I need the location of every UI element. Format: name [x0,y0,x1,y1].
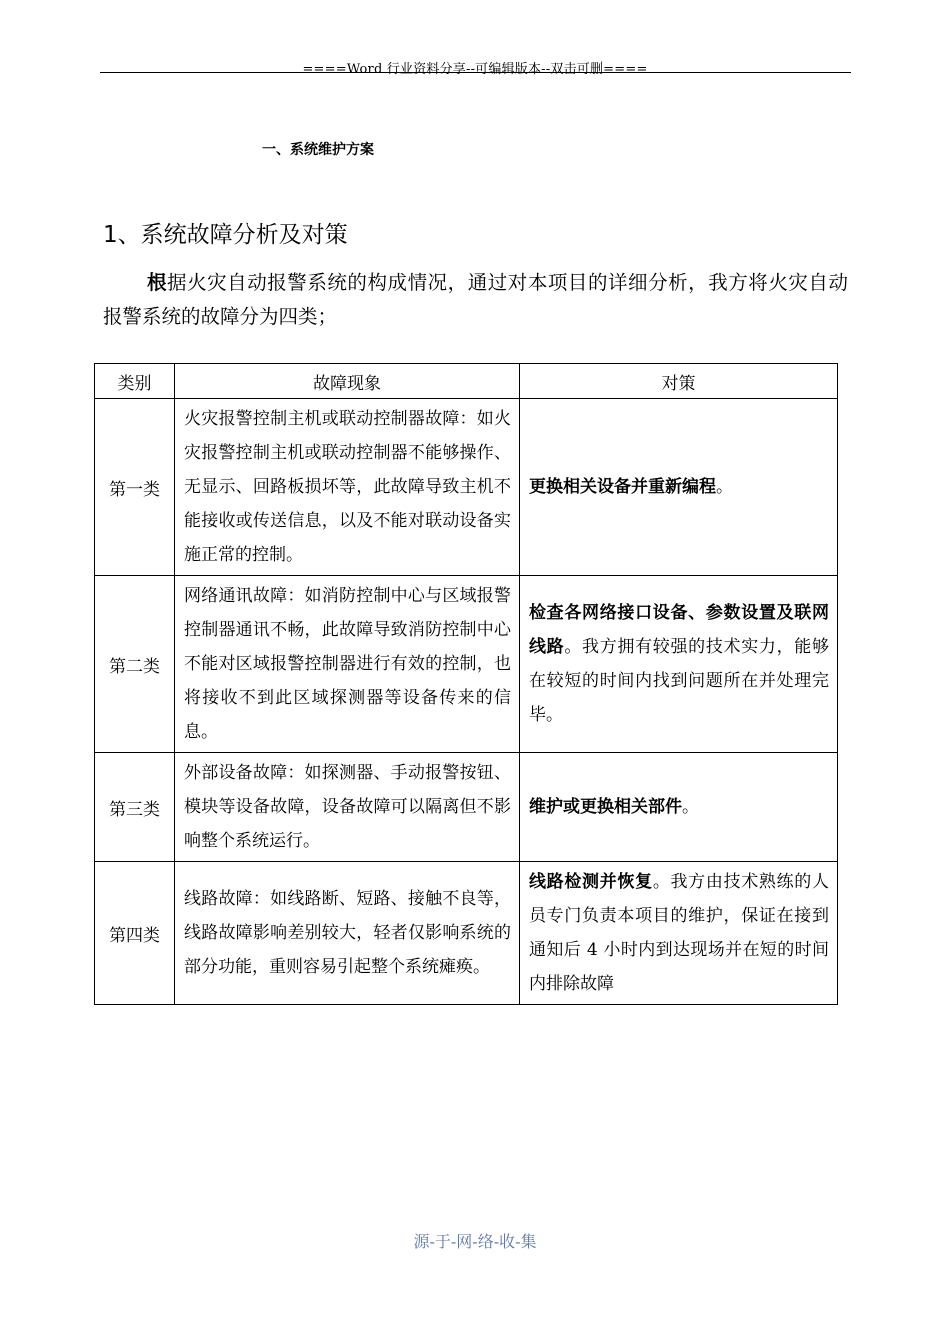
subsection-title: 1、系统故障分析及对策 [103,222,348,248]
page-footer: 源-于-网-络-收-集 [413,1232,537,1251]
row-category: 第二类 [95,576,175,753]
header-category: 类别 [95,364,175,399]
intro-text: 据火灾自动报警系统的构成情况，通过对本项目的详细分析，我方将火灾自动报警系统的故障分为四类； [103,271,848,328]
row-measure [520,399,838,576]
measure-bold: 检查各网络接口设备、参数设置及联网线路 [529,603,829,657]
intro-first-char: 根 [147,271,168,294]
measure-bold: 维护或更换相关部件 [529,797,682,817]
measure-text: 。 [716,477,733,497]
measure-bold: 线路检测并恢复 [529,872,653,892]
page-header: ====Word 行业资料分享--可编辑版本--双击可删==== [302,62,648,77]
row-phenomenon: 网络通讯故障：如消防控制中心与区域报警控制器通讯不畅，此故障导致消防控制中心不能对区域报警控制器进行有效的控制，也将接收不到此区域探测器等设备传来的信息。 [175,576,520,753]
row-phenomenon: 外部设备故障：如探测器、手动报警按钮、模块等设备故障，设备故障可以隔离但不影响整个系统运行。 [175,753,520,862]
row-measure [520,753,838,862]
row-measure [520,576,838,753]
row-measure [520,862,838,1005]
fault-table [94,363,838,1005]
section-title: 一、系统维护方案 [262,142,374,158]
header-rule [100,72,851,73]
table-row [95,399,838,576]
row-category: 第四类 [95,862,175,1005]
header-measure: 对策 [520,364,838,399]
table-row [95,753,838,862]
row-category: 第一类 [95,399,175,576]
row-category: 第三类 [95,753,175,862]
measure-text: 。我方拥有较强的技术实力，能够在较短的时间内找到问题所在并处理完毕。 [529,637,829,725]
table-header-row [95,364,838,399]
row-phenomenon: 线路故障：如线路断、短路、接触不良等，线路故障影响差别较大，轻者仅影响系统的部分功能，重则容易引起整个系统瘫痪。 [175,862,520,1005]
intro-paragraph [103,266,848,334]
measure-text: 。 [682,797,699,817]
table-row [95,576,838,753]
measure-text: 。我方由技术熟练的人员专门负责本项目的维护，保证在接到通知后 4 小时内到达现场并在短的时间内排除故障 [529,872,829,994]
header-phenomenon: 故障现象 [175,364,520,399]
table-row [95,862,838,1005]
measure-bold: 更换相关设备并重新编程 [529,477,716,497]
row-phenomenon: 火灾报警控制主机或联动控制器故障：如火灾报警控制主机或联动控制器不能够操作、无显示、回路板损坏等，此故障导致主机不能接收或传送信息，以及不能对联动设备实施正常的控制。 [175,399,520,576]
